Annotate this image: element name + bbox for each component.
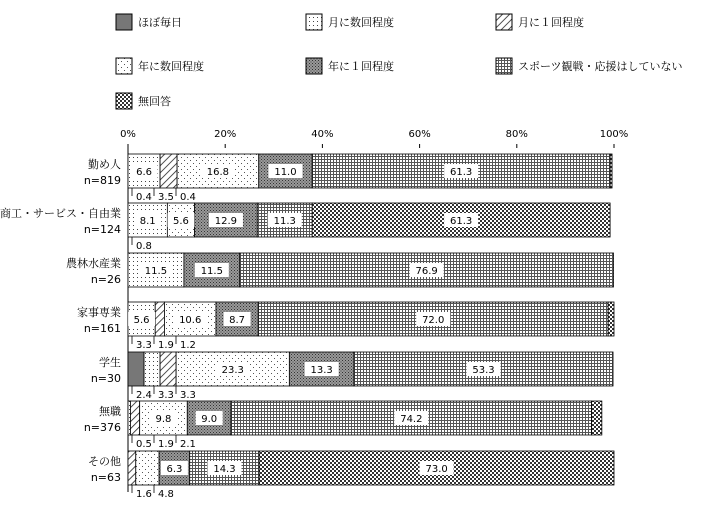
legend-label: 月に１回程度 bbox=[518, 16, 584, 29]
data-label-outside: 0.8 bbox=[136, 241, 152, 252]
category-count: n=819 bbox=[83, 174, 121, 187]
data-label-outside: 2.4 bbox=[136, 390, 152, 401]
data-label: 11.5 bbox=[200, 266, 223, 277]
legend-swatch bbox=[116, 14, 132, 30]
data-label-outside: 1.6 bbox=[136, 489, 152, 500]
bar-segment bbox=[155, 302, 164, 336]
legend-swatch bbox=[496, 58, 512, 74]
data-label: 53.3 bbox=[472, 365, 495, 376]
data-label: 23.3 bbox=[221, 365, 244, 376]
bar-segment bbox=[128, 451, 136, 485]
data-label: 76.9 bbox=[415, 266, 438, 277]
data-label: 13.3 bbox=[310, 365, 333, 376]
data-label-outside: 3.3 bbox=[158, 390, 174, 401]
data-label-outside: 0.4 bbox=[180, 192, 196, 203]
data-label: 6.6 bbox=[136, 167, 152, 178]
x-tick-label: 60% bbox=[408, 129, 431, 140]
x-tick-label: 100% bbox=[599, 129, 629, 140]
data-label: 14.3 bbox=[213, 464, 236, 475]
data-label-outside: 1.9 bbox=[158, 340, 174, 351]
data-label-outside: 4.8 bbox=[158, 489, 174, 500]
data-label: 8.7 bbox=[229, 315, 246, 326]
bar-segment bbox=[608, 302, 614, 336]
bar-segment bbox=[136, 451, 159, 485]
data-label: 12.9 bbox=[214, 216, 238, 227]
data-label: 11.0 bbox=[274, 167, 297, 178]
data-label: 73.0 bbox=[425, 464, 448, 475]
category-label: 勤め人 bbox=[88, 158, 121, 171]
data-label-outside: 1.9 bbox=[158, 439, 174, 450]
category-count: n=376 bbox=[83, 421, 121, 434]
data-label: 10.6 bbox=[179, 315, 202, 326]
data-label: 5.6 bbox=[173, 216, 189, 227]
data-label: 11.3 bbox=[273, 216, 296, 227]
legend-label: 月に数回程度 bbox=[328, 16, 394, 29]
category-label: その他 bbox=[88, 455, 121, 468]
bar-segment bbox=[144, 352, 160, 386]
bar-segment bbox=[160, 352, 176, 386]
legend-label: 年に数回程度 bbox=[138, 60, 204, 73]
data-label-outside: 3.3 bbox=[180, 390, 196, 401]
category-count: n=30 bbox=[90, 372, 121, 385]
legend bbox=[116, 14, 683, 109]
legend-swatch bbox=[116, 93, 132, 109]
bar-segment bbox=[610, 154, 612, 188]
x-tick-label: 20% bbox=[214, 129, 237, 140]
data-label: 9.8 bbox=[155, 414, 172, 425]
category-label: 商工・サービス・自由業 bbox=[0, 207, 121, 220]
category-label: 農林水産業 bbox=[66, 257, 121, 270]
category-count: n=26 bbox=[90, 273, 121, 286]
x-tick-label: 80% bbox=[505, 129, 528, 140]
legend-swatch bbox=[496, 14, 512, 30]
data-label-outside: 1.2 bbox=[180, 340, 196, 351]
category-count: n=63 bbox=[90, 471, 121, 484]
data-label-outside: 3.5 bbox=[158, 192, 174, 203]
data-label: 16.8 bbox=[206, 167, 230, 178]
bars bbox=[0, 154, 614, 500]
legend-swatch bbox=[116, 58, 132, 74]
category-count: n=161 bbox=[83, 322, 121, 335]
bar-segment bbox=[160, 154, 177, 188]
legend-swatch bbox=[306, 58, 322, 74]
category-label: 家事専業 bbox=[77, 306, 121, 319]
data-label: 61.3 bbox=[450, 216, 473, 227]
data-label: 8.1 bbox=[139, 216, 156, 227]
bar-segment bbox=[130, 401, 139, 435]
bar-segment bbox=[128, 352, 144, 386]
data-label: 9.0 bbox=[201, 414, 218, 425]
data-label-outside: 0.5 bbox=[136, 439, 152, 450]
x-tick-label: 0% bbox=[120, 129, 136, 140]
legend-label: ほぼ毎日 bbox=[138, 16, 182, 29]
legend-label: 無回答 bbox=[138, 95, 171, 108]
data-label: 72.0 bbox=[422, 315, 445, 326]
data-label: 5.6 bbox=[133, 315, 150, 326]
legend-label: スポーツ観戦・応援はしていない bbox=[518, 60, 683, 73]
legend-swatch bbox=[306, 14, 322, 30]
category-label: 無職 bbox=[99, 405, 121, 418]
data-label-outside: 3.3 bbox=[136, 340, 152, 351]
data-label: 74.2 bbox=[400, 414, 423, 425]
category-label: 学生 bbox=[99, 356, 121, 369]
x-tick-label: 40% bbox=[311, 129, 334, 140]
data-label: 61.3 bbox=[450, 167, 473, 178]
category-count: n=124 bbox=[83, 223, 121, 236]
data-label-outside: 0.4 bbox=[136, 192, 152, 203]
data-label: 6.3 bbox=[166, 464, 183, 475]
bar-segment bbox=[592, 401, 602, 435]
data-label-outside: 2.1 bbox=[180, 439, 196, 450]
data-label: 11.5 bbox=[144, 266, 168, 277]
legend-label: 年に１回程度 bbox=[328, 60, 394, 73]
